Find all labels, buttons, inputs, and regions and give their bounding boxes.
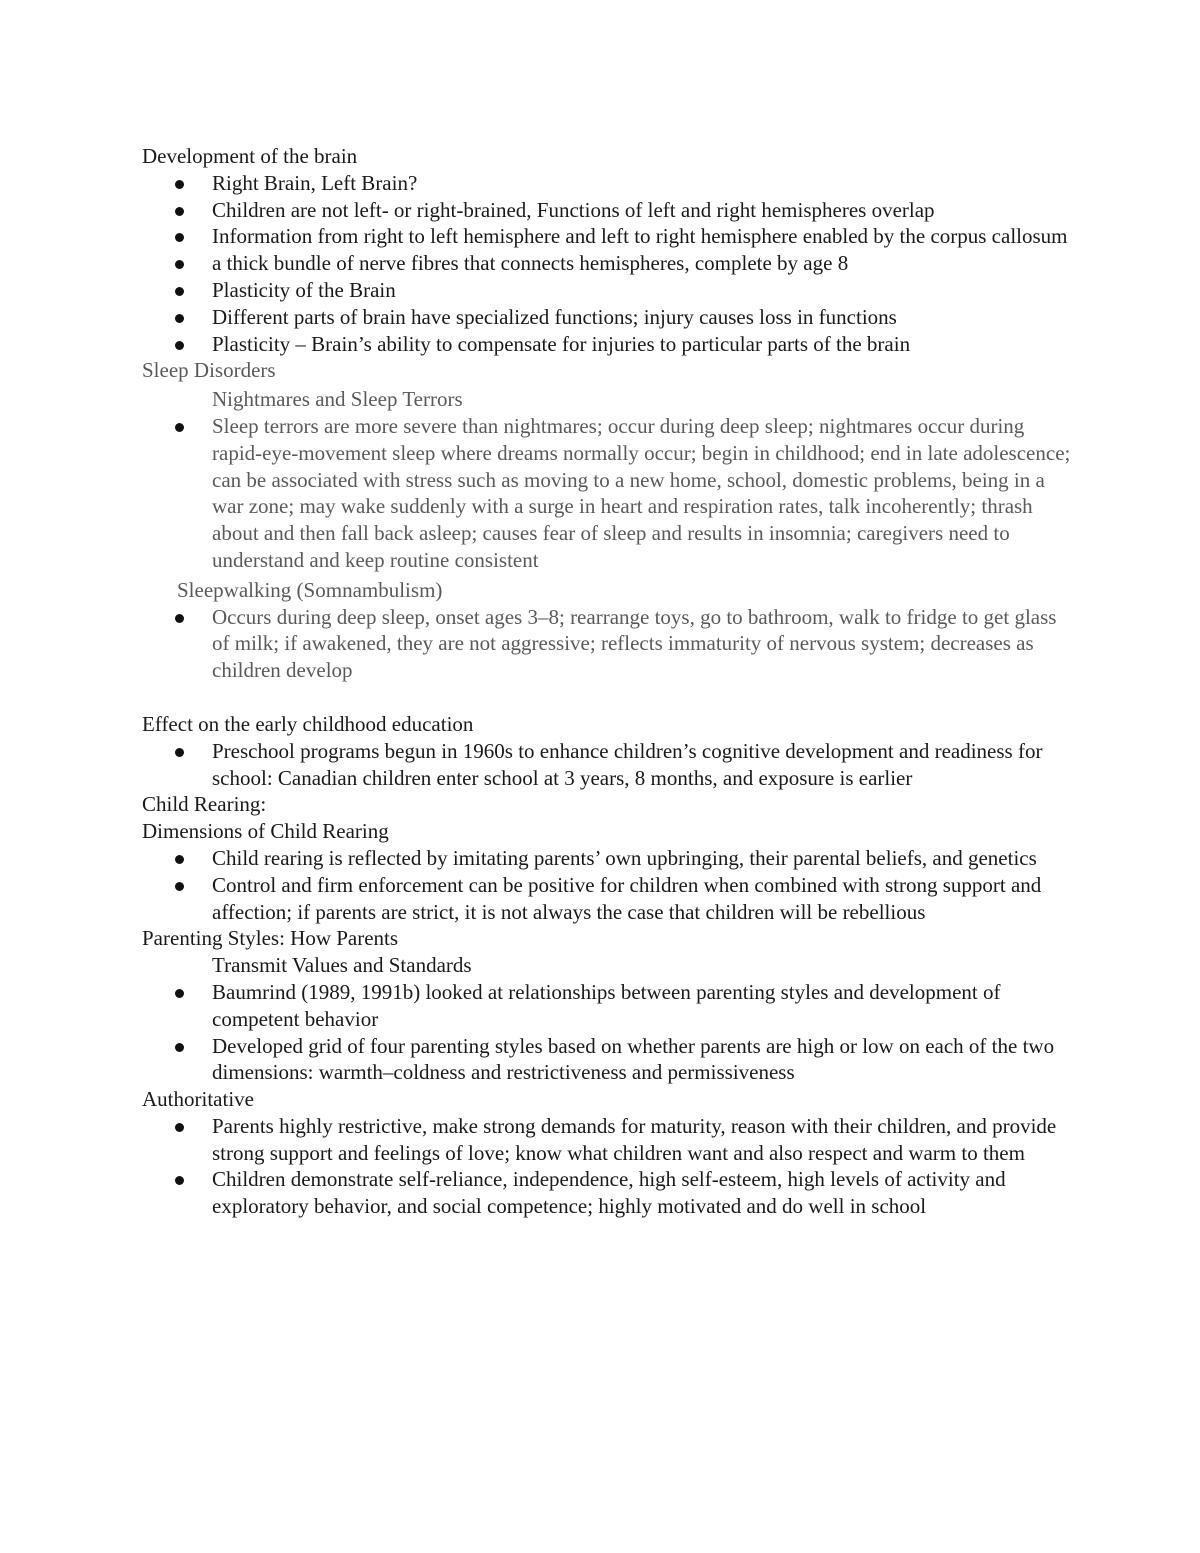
- bullet-icon: [175, 1123, 184, 1132]
- bullet-icon: [175, 341, 184, 350]
- bullet-icon: [175, 180, 184, 189]
- bullet-icon: [175, 1176, 184, 1185]
- sleep-disorders-block: [142, 357, 1072, 684]
- list-item: Plasticity of the Brain: [142, 277, 1072, 304]
- bullet-list-nightmares: [142, 413, 1072, 574]
- bullet-list-brain-development: [142, 170, 1072, 358]
- section-heading-child-rearing: Child Rearing:: [142, 792, 267, 817]
- bullet-icon: [175, 423, 184, 432]
- list-item: Information from right to left hemisphere and left to right hemisphere enabled by the corpus callosum: [142, 223, 1072, 250]
- bullet-list-parenting-styles: [142, 979, 1072, 1086]
- bullet-icon: [175, 260, 184, 269]
- bullet-icon: [175, 287, 184, 296]
- list-item: Preschool programs begun in 1960s to enhance children’s cognitive development and readiness for school: Canadian children enter school at 3 years, 8 months, and exposure is earlier: [142, 738, 1072, 792]
- section-heading-authoritative: Authoritative: [142, 1087, 254, 1112]
- section-heading-sleep-disorders: Sleep Disorders: [142, 358, 276, 383]
- section-heading-brain-development: Development of the brain: [142, 144, 358, 168]
- bullet-icon: [175, 314, 184, 323]
- bullet-list-early-education: [142, 738, 1072, 792]
- bullet-list-dimensions: [142, 845, 1072, 925]
- list-item: Baumrind (1989, 1991b) looked at relationships between parenting styles and development of competent behavior: [142, 979, 1072, 1033]
- list-item: Children are not left- or right-brained, Functions of left and right hemispheres overlap: [142, 197, 1072, 224]
- bullet-list-sleepwalking: [142, 604, 1072, 684]
- bullet-icon: [175, 882, 184, 891]
- list-item: Right Brain, Left Brain?: [142, 170, 1072, 197]
- list-item: Different parts of brain have specialized functions; injury causes loss in functions: [142, 304, 1072, 331]
- document-body: [142, 143, 1072, 1220]
- section-heading-parenting-styles: Parenting Styles: How Parents: [142, 926, 399, 951]
- list-item: Parents highly restrictive, make strong demands for maturity, reason with their children, and provide strong support and feelings of love; know what children want and also respect and warm to them: [142, 1113, 1072, 1167]
- bullet-icon: [175, 1043, 184, 1052]
- blank-line: [142, 684, 1072, 711]
- subheading-sleepwalking: Sleepwalking (Somnambulism): [177, 577, 443, 602]
- section-heading-early-education: Effect on the early childhood education: [142, 711, 474, 736]
- list-item: Occurs during deep sleep, onset ages 3–8; rearrange toys, go to bathroom, walk to fridge to get glass of milk; if awakened, they are not aggressive; reflects immaturity of nervous system; decreases as children develop: [142, 604, 1072, 684]
- bullet-icon: [175, 207, 184, 216]
- list-item: Plasticity – Brain’s ability to compensate for injuries to particular parts of the brain: [142, 331, 1072, 358]
- bullet-icon: [175, 748, 184, 757]
- bullet-icon: [175, 989, 184, 998]
- list-item: Sleep terrors are more severe than nightmares; occur during deep sleep; nightmares occur during rapid-eye-movement sleep where dreams normally occur; begin in childhood; end in late adolescence; can be associated with stress such as moving to a new home, school, domestic problems, being in a war zone; may wake suddenly with a surge in heart and respiration rates, talk incoherently; thrash about and then fall back asleep; causes fear of sleep and results in insomnia; caregivers need to understand and keep routine consistent: [142, 413, 1072, 574]
- bullet-icon: [175, 233, 184, 242]
- bullet-icon: [175, 855, 184, 864]
- subheading-nightmares: Nightmares and Sleep Terrors: [212, 387, 463, 412]
- list-item: a thick bundle of nerve fibres that connects hemispheres, complete by age 8: [142, 250, 1072, 277]
- list-item: Developed grid of four parenting styles based on whether parents are high or low on each of the two dimensions: warmth–coldness and restrictiveness and permissiveness: [142, 1033, 1072, 1087]
- list-item: Child rearing is reflected by imitating parents’ own upbringing, their parental beliefs, and genetics: [142, 845, 1072, 872]
- list-item: Control and firm enforcement can be positive for children when combined with strong support and affection; if parents are strict, it is not always the case that children will be rebellious: [142, 872, 1072, 926]
- bullet-icon: [175, 614, 184, 623]
- section-heading-dimensions: Dimensions of Child Rearing: [142, 819, 389, 844]
- subheading-transmit-values: Transmit Values and Standards: [212, 953, 472, 978]
- bullet-list-authoritative: [142, 1113, 1072, 1220]
- list-item: Children demonstrate self-reliance, independence, high self-esteem, high levels of activity and exploratory behavior, and social competence; highly motivated and do well in school: [142, 1166, 1072, 1220]
